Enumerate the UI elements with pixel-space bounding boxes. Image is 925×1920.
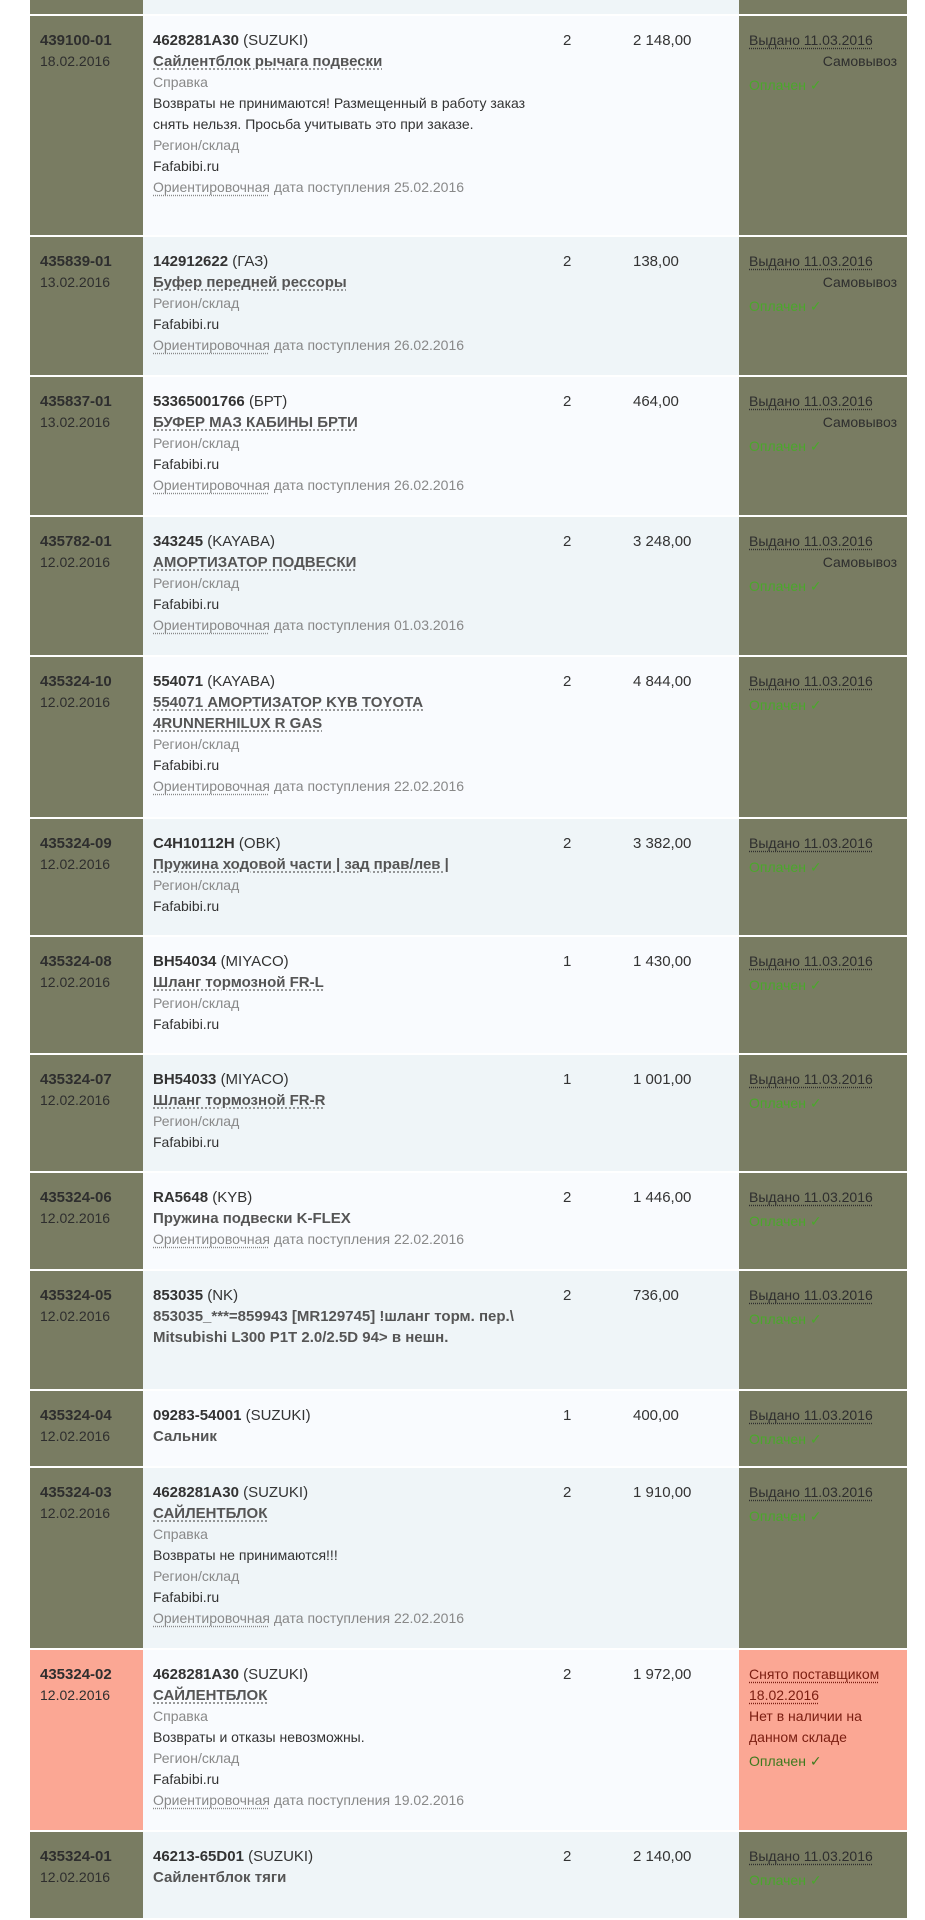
order-id-cell [30, 1271, 143, 1389]
eta-label[interactable]: Ориентировочная [153, 1610, 270, 1626]
note-text: Возвраты не принимаются! Размещенный в работу заказ снять нельзя. Просьба учитывать это при заказе. [153, 95, 526, 132]
product-cell [143, 657, 553, 817]
product-name[interactable]: Пружина ходовой части | зад прав/лев | [153, 856, 449, 873]
status-issued[interactable]: Выдано 11.03.2016 [749, 1287, 873, 1303]
status-cell [739, 1650, 907, 1830]
region-value: Fafabibi.ru [153, 316, 220, 332]
article-number[interactable]: 46213-65D01 [153, 1848, 244, 1865]
region-label: Регион/склад [153, 295, 240, 311]
table-row [30, 1466, 907, 1648]
qty-cell [553, 657, 623, 817]
product-name[interactable]: Сайлентблок рычага подвески [153, 53, 383, 70]
region-label: Регион/склад [153, 1113, 240, 1129]
table-row [30, 817, 907, 935]
price-cell [623, 377, 739, 515]
region-value: Fafabibi.ru [153, 1771, 220, 1787]
price-cell [623, 1650, 739, 1830]
product-cell [143, 1391, 553, 1466]
product-name[interactable]: Шланг тормозной FR-L [153, 974, 324, 991]
price: 4 844,00 [633, 673, 692, 690]
eta-label[interactable]: Ориентировочная [153, 477, 270, 493]
product-name: Сайлентблок тяги [153, 1869, 287, 1886]
delivery-method: Самовывоз [822, 274, 897, 290]
brand-name: (KAYABA) [207, 673, 276, 690]
price: 400,00 [633, 1407, 679, 1424]
region-label: Регион/склад [153, 435, 240, 451]
eta-line [153, 475, 543, 496]
order-number[interactable]: 435324-07 [40, 1071, 112, 1088]
article-line [153, 1287, 238, 1304]
status-issued[interactable]: Выдано 11.03.2016 [749, 835, 873, 851]
eta-text: дата поступления 25.02.2016 [273, 179, 465, 195]
order-number[interactable]: 435782-01 [40, 533, 112, 550]
payment-status: Оплачен ✓ [749, 1311, 822, 1327]
price: 3 382,00 [633, 835, 692, 852]
qty-cell [553, 937, 623, 1053]
article-line [153, 1189, 252, 1206]
article-line [153, 533, 275, 550]
price-cell [623, 1271, 739, 1389]
article-number[interactable]: 4628281A30 [153, 1666, 239, 1683]
product-cell [143, 819, 553, 935]
eta-line [153, 1608, 543, 1629]
price-cell [623, 1832, 739, 1918]
delivery-method: Самовывоз [822, 414, 897, 430]
region-value: Fafabibi.ru [153, 1134, 220, 1150]
eta-text: дата поступления 26.02.2016 [273, 337, 465, 353]
article-line [153, 953, 289, 970]
qty-cell [553, 517, 623, 655]
price: 2 140,00 [633, 1848, 692, 1865]
status-removed[interactable]: Снято поставщиком 18.02.2016 [749, 1666, 880, 1703]
article-number[interactable]: RA5648 [153, 1189, 209, 1206]
brand-name: (SUZUKI) [243, 1666, 309, 1683]
payment-status: Оплачен ✓ [749, 859, 822, 875]
order-id-cell [30, 237, 143, 375]
price-cell [623, 1468, 739, 1648]
product-name[interactable]: АМОРТИЗАТОР ПОДВЕСКИ [153, 554, 357, 571]
article-line [153, 253, 268, 270]
order-date: 12.02.2016 [40, 554, 111, 570]
quantity: 2 [563, 1484, 572, 1501]
article-number[interactable]: 853035 [153, 1287, 204, 1304]
article-line [153, 673, 275, 690]
qty-cell [553, 1055, 623, 1171]
status-cell [739, 937, 907, 1053]
payment-status: Оплачен ✓ [749, 578, 822, 594]
eta-text: дата поступления 26.02.2016 [273, 477, 465, 493]
brand-name: (SUZUKI) [248, 1848, 314, 1865]
order-id-cell [30, 1173, 143, 1269]
payment-status: Оплачен ✓ [749, 298, 822, 314]
price-cell [623, 657, 739, 817]
qty-cell [553, 16, 623, 235]
delivery-method: Самовывоз [822, 53, 897, 69]
table-row [30, 235, 907, 375]
product-cell [143, 1055, 553, 1171]
table-row [30, 1053, 907, 1171]
quantity: 2 [563, 533, 572, 550]
order-id-cell [30, 1055, 143, 1171]
qty-cell [553, 1271, 623, 1389]
brand-name: (SUZUKI) [245, 1407, 311, 1424]
quantity: 2 [563, 32, 572, 49]
order-id-cell [30, 0, 143, 14]
order-number[interactable]: 435324-06 [40, 1189, 112, 1206]
article-number[interactable]: 4628281A30 [153, 1484, 239, 1501]
price: 3 248,00 [633, 533, 692, 550]
status-issued[interactable]: Выдано 11.03.2016 [749, 1189, 873, 1205]
status-cell [739, 1832, 907, 1918]
product-name[interactable]: БУФЕР МАЗ КАБИНЫ БРТИ [153, 414, 358, 431]
order-id-cell [30, 1832, 143, 1918]
qty-cell [553, 1173, 623, 1269]
order-number[interactable]: 435324-04 [40, 1407, 112, 1424]
region-value: Fafabibi.ru [153, 757, 220, 773]
table-row [30, 1389, 907, 1466]
quantity: 2 [563, 1287, 572, 1304]
payment-status: Оплачен ✓ [749, 1753, 822, 1769]
product-cell [143, 517, 553, 655]
quantity: 2 [563, 1848, 572, 1865]
order-date: 12.02.2016 [40, 1505, 111, 1521]
product-name[interactable]: Буфер передней рессоры [153, 274, 347, 291]
article-number[interactable]: BH54034 [153, 953, 217, 970]
article-number[interactable]: 4628281A30 [153, 32, 239, 49]
quantity: 2 [563, 253, 572, 270]
quantity: 2 [563, 393, 572, 410]
quantity: 1 [563, 953, 572, 970]
article-number[interactable]: BH54033 [153, 1071, 217, 1088]
table-row [30, 14, 907, 235]
table-row-top-partial [30, 0, 907, 14]
order-id-cell [30, 1391, 143, 1466]
order-number[interactable]: 435324-05 [40, 1287, 112, 1304]
payment-status: Оплачен ✓ [749, 1431, 822, 1447]
product-cell [143, 937, 553, 1053]
note-label: Справка [153, 1526, 208, 1542]
region-value: Fafabibi.ru [153, 898, 220, 914]
price-cell [623, 237, 739, 375]
product-cell [143, 1271, 553, 1389]
eta-label[interactable]: Ориентировочная [153, 337, 270, 353]
article-line [153, 32, 308, 49]
eta-label[interactable]: Ориентировочная [153, 1231, 270, 1247]
status-issued[interactable]: Выдано 11.03.2016 [749, 393, 873, 409]
product-cell [143, 1468, 553, 1648]
eta-text: дата поступления 22.02.2016 [273, 1231, 465, 1247]
region-label: Регион/склад [153, 137, 240, 153]
brand-name: (SUZUKI) [243, 1484, 309, 1501]
order-id-cell [30, 937, 143, 1053]
product-name: Сальник [153, 1428, 217, 1445]
order-date: 12.02.2016 [40, 1869, 111, 1885]
eta-line [153, 615, 543, 636]
article-number[interactable]: 343245 [153, 533, 204, 550]
table-row [30, 655, 907, 817]
product-name: Пружина подвески K-FLEX [153, 1210, 351, 1227]
quantity: 1 [563, 1071, 572, 1088]
price-cell [623, 1391, 739, 1466]
qty-cell [553, 377, 623, 515]
product-cell [143, 377, 553, 515]
payment-status: Оплачен ✓ [749, 438, 822, 454]
region-label: Регион/склад [153, 995, 240, 1011]
order-id-cell [30, 1468, 143, 1648]
eta-text: дата поступления 22.02.2016 [273, 1610, 465, 1626]
article-line [153, 393, 287, 410]
qty-cell [553, 1650, 623, 1830]
status-issued[interactable]: Выдано 11.03.2016 [749, 1848, 873, 1864]
status-issued[interactable]: Выдано 11.03.2016 [749, 253, 873, 269]
table-row [30, 935, 907, 1053]
note-label: Справка [153, 1708, 208, 1724]
article-line [153, 1484, 308, 1501]
order-date: 12.02.2016 [40, 856, 111, 872]
order-date: 13.02.2016 [40, 274, 111, 290]
table-row [30, 1830, 907, 1918]
qty-cell [553, 0, 623, 14]
brand-name: (MIYACO) [220, 1071, 289, 1088]
note-text: Возвраты не принимаются!!! [153, 1547, 338, 1563]
product-cell [143, 1832, 553, 1918]
status-cell [739, 377, 907, 515]
status-cell [739, 16, 907, 235]
status-cell [739, 1173, 907, 1269]
status-issued[interactable]: Выдано 11.03.2016 [749, 953, 873, 969]
order-date: 13.02.2016 [40, 414, 111, 430]
table-row [30, 515, 907, 655]
price: 1 446,00 [633, 1189, 692, 1206]
status-cell [739, 1468, 907, 1648]
qty-cell [553, 1391, 623, 1466]
price-cell [623, 937, 739, 1053]
eta-line [153, 177, 543, 198]
order-id-cell [30, 819, 143, 935]
price-cell [623, 16, 739, 235]
region-value: Fafabibi.ru [153, 158, 220, 174]
brand-name: (NK) [207, 1287, 239, 1304]
article-number[interactable]: 554071 [153, 673, 204, 690]
status-issued[interactable]: Выдано 11.03.2016 [749, 1407, 873, 1423]
status-issued[interactable]: Выдано 11.03.2016 [749, 32, 873, 48]
payment-status: Оплачен ✓ [749, 977, 822, 993]
order-number[interactable]: 435324-03 [40, 1484, 112, 1501]
region-label: Регион/склад [153, 736, 240, 752]
orders-table [30, 0, 907, 1918]
order-date: 12.02.2016 [40, 1308, 111, 1324]
status-cell [739, 237, 907, 375]
table-row [30, 1269, 907, 1389]
status-note: Нет в наличии на данном складе [749, 1708, 862, 1745]
product-name[interactable]: САЙЛЕНТБЛОК [153, 1505, 268, 1522]
eta-label[interactable]: Ориентировочная [153, 617, 270, 633]
article-line [153, 1666, 308, 1683]
order-number[interactable]: 439100-01 [40, 32, 112, 49]
order-id-cell [30, 1650, 143, 1830]
quantity: 1 [563, 1407, 572, 1424]
article-line [153, 1407, 311, 1424]
article-line [153, 1848, 313, 1865]
region-value: Fafabibi.ru [153, 596, 220, 612]
price: 1 972,00 [633, 1666, 692, 1683]
eta-text: дата поступления 19.02.2016 [273, 1792, 465, 1808]
price: 464,00 [633, 393, 679, 410]
payment-status: Оплачен ✓ [749, 1508, 822, 1524]
status-cell [739, 1055, 907, 1171]
eta-text: дата поступления 01.03.2016 [273, 617, 465, 633]
brand-name: (KYB) [212, 1189, 253, 1206]
price: 1 001,00 [633, 1071, 692, 1088]
payment-status: Оплачен ✓ [749, 697, 822, 713]
eta-text: дата поступления 22.02.2016 [273, 778, 465, 794]
status-cell [739, 819, 907, 935]
price: 138,00 [633, 253, 679, 270]
status-issued[interactable]: Выдано 11.03.2016 [749, 1071, 873, 1087]
brand-name: (БРТ) [248, 393, 288, 410]
region-value: Fafabibi.ru [153, 456, 220, 472]
article-number[interactable]: 09283-54001 [153, 1407, 242, 1424]
brand-name: (SUZUKI) [243, 32, 309, 49]
status-cell [739, 1391, 907, 1466]
order-id-cell [30, 16, 143, 235]
payment-status: Оплачен ✓ [749, 1872, 822, 1888]
payment-status: Оплачен ✓ [749, 1213, 822, 1229]
table-row [30, 1171, 907, 1269]
note-label: Справка [153, 74, 208, 90]
note-text: Возвраты и отказы невозможны. [153, 1729, 365, 1745]
status-issued[interactable]: Выдано 11.03.2016 [749, 533, 873, 549]
order-number[interactable]: 435837-01 [40, 393, 112, 410]
eta-line [153, 1229, 543, 1250]
status-issued[interactable]: Выдано 11.03.2016 [749, 1484, 873, 1500]
order-number[interactable]: 435324-02 [40, 1666, 112, 1683]
quantity: 2 [563, 673, 572, 690]
eta-line [153, 776, 543, 797]
product-name: 853035_***=859943 [MR129745] !шланг торм. пер.\ Mitsubishi L300 P1T 2.0/2.5D 94> в нешн. [153, 1308, 514, 1346]
table-row [30, 375, 907, 515]
region-label: Регион/склад [153, 575, 240, 591]
qty-cell [553, 1468, 623, 1648]
table-row [30, 1648, 907, 1830]
price-cell [623, 517, 739, 655]
order-id-cell [30, 377, 143, 515]
order-id-cell [30, 657, 143, 817]
order-date: 12.02.2016 [40, 1210, 111, 1226]
order-date: 12.02.2016 [40, 1687, 111, 1703]
article-line [153, 835, 281, 852]
order-date: 12.02.2016 [40, 974, 111, 990]
region-label: Регион/склад [153, 1568, 240, 1584]
price-cell [623, 0, 739, 14]
region-value: Fafabibi.ru [153, 1016, 220, 1032]
order-number[interactable]: 435324-08 [40, 953, 112, 970]
order-number[interactable]: 435324-10 [40, 673, 112, 690]
price: 736,00 [633, 1287, 679, 1304]
region-value: Fafabibi.ru [153, 1589, 220, 1605]
article-number[interactable]: 53365001766 [153, 393, 245, 410]
product-name[interactable]: САЙЛЕНТБЛОК [153, 1687, 268, 1704]
product-name[interactable]: 554071 АМОРТИЗАТОР KYB TOYOTA 4RUNNERHILUX R GAS [153, 694, 424, 732]
product-cell [143, 16, 553, 235]
region-label: Регион/склад [153, 1750, 240, 1766]
order-number[interactable]: 435324-01 [40, 1848, 112, 1865]
quantity: 2 [563, 835, 572, 852]
eta-label[interactable]: Ориентировочная [153, 778, 270, 794]
price-cell [623, 1055, 739, 1171]
order-id-cell [30, 517, 143, 655]
product-name[interactable]: Шланг тормозной FR-R [153, 1092, 326, 1109]
qty-cell [553, 237, 623, 375]
eta-line [153, 1790, 543, 1811]
status-cell [739, 0, 907, 14]
status-cell [739, 1271, 907, 1389]
brand-name: (OBK) [238, 835, 281, 852]
payment-status: Оплачен ✓ [749, 1095, 822, 1111]
status-cell [739, 517, 907, 655]
article-number[interactable]: 142912622 [153, 253, 229, 270]
order-date: 12.02.2016 [40, 1428, 111, 1444]
payment-status: Оплачен ✓ [749, 77, 822, 93]
region-label: Регион/склад [153, 877, 240, 893]
qty-cell [553, 1832, 623, 1918]
product-cell [143, 237, 553, 375]
order-date: 12.02.2016 [40, 1092, 111, 1108]
price-cell [623, 1173, 739, 1269]
price-cell [623, 819, 739, 935]
delivery-method: Самовывоз [822, 554, 897, 570]
brand-name: (ГАЗ) [232, 253, 269, 270]
product-cell [143, 1173, 553, 1269]
quantity: 2 [563, 1189, 572, 1206]
quantity: 2 [563, 1666, 572, 1683]
order-number[interactable]: 435324-09 [40, 835, 112, 852]
product-cell [143, 0, 553, 14]
article-line [153, 1071, 289, 1088]
price: 1 910,00 [633, 1484, 692, 1501]
price: 2 148,00 [633, 32, 692, 49]
order-number[interactable]: 435839-01 [40, 253, 112, 270]
order-date: 12.02.2016 [40, 694, 111, 710]
article-number[interactable]: C4H10112H [153, 835, 235, 852]
price: 1 430,00 [633, 953, 692, 970]
status-issued[interactable]: Выдано 11.03.2016 [749, 673, 873, 689]
product-cell [143, 1650, 553, 1830]
eta-label[interactable]: Ориентировочная [153, 1792, 270, 1808]
brand-name: (MIYACO) [220, 953, 289, 970]
eta-label[interactable]: Ориентировочная [153, 179, 270, 195]
eta-line [153, 335, 543, 356]
qty-cell [553, 819, 623, 935]
brand-name: (KAYABA) [207, 533, 276, 550]
status-cell [739, 657, 907, 817]
order-date: 18.02.2016 [40, 53, 111, 69]
